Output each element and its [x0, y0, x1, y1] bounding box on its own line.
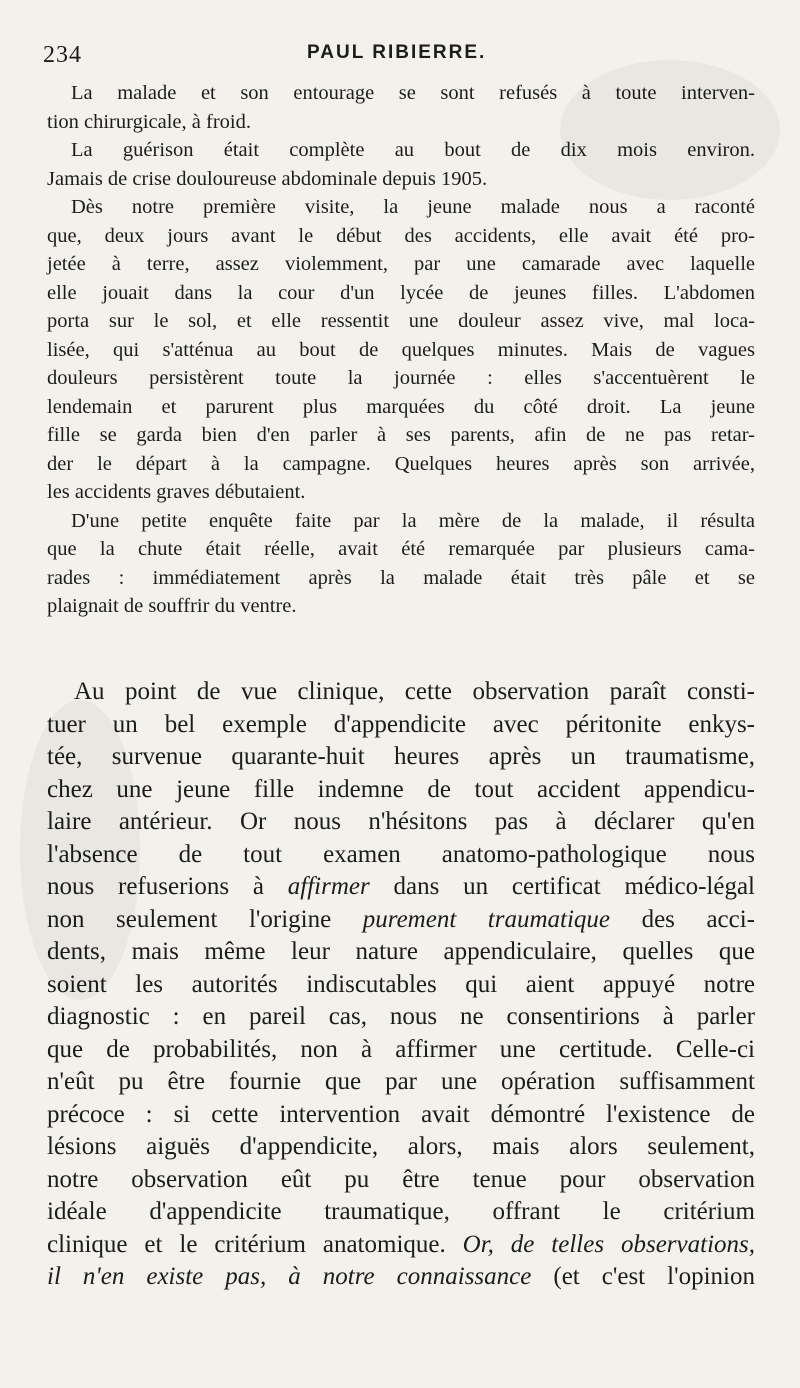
text-run: dans un certificat médico-légal	[369, 873, 755, 900]
text-line: que de probabilités, non à affirmer une certitude. Celle-ci	[47, 1035, 755, 1063]
italic-run: il n'en existe pas, à notre connaissance	[47, 1263, 532, 1290]
text-line: lisée, qui s'atténua au bout de quelques minutes. Mais de vagues	[47, 338, 755, 361]
text-line: jetée à terre, assez violemment, par une camarade avec laquelle	[47, 253, 755, 275]
text-line: tion chirurgicale, à froid.	[47, 110, 251, 133]
text-line: lendemain et parurent plus marquées du côté droit. La jeune	[47, 395, 755, 418]
text-line: der le départ à la campagne. Quelques heures après son arrivée,	[47, 452, 755, 475]
text-line: plaignait de souffrir du ventre.	[47, 595, 297, 617]
text-line: l'absence de tout examen anatomo-pathologique nous	[47, 840, 755, 868]
text-line: lésions aiguës d'appendicite, alors, mais alors seulement,	[47, 1133, 755, 1160]
italic-run: Or, de telles observations,	[462, 1230, 755, 1258]
text-line: tuer un bel exemple d'appendicite avec péritonite enkys-	[47, 710, 755, 738]
main-text-section	[47, 676, 755, 1294]
text-line: les accidents graves débutaient.	[47, 481, 306, 503]
text-line: dents, mais même leur nature appendiculaire, quelles que	[47, 938, 755, 965]
italic-run: purement traumatique	[362, 905, 611, 933]
text-line	[47, 1229, 755, 1262]
text-line: Au point de vue clinique, cette observation paraît consti-	[74, 678, 755, 705]
running-title: PAUL RIBIERRE.	[307, 42, 487, 63]
text-run: nous refuserions à	[47, 873, 288, 900]
text-line: La malade et son entourage se sont refusés à toute interven-	[71, 82, 755, 104]
text-line: idéale d'appendicite traumatique, offrant le critérium	[47, 1198, 755, 1225]
text-line: chez une jeune fille indemne de tout accident appendicu-	[47, 775, 755, 803]
text-line: que la chute était réelle, avait été remarquée par plusieurs cama-	[47, 538, 755, 560]
running-head	[0, 36, 800, 70]
text-line: tée, survenue quarante-huit heures après un traumatisme,	[47, 743, 755, 770]
text-run: des acci-	[610, 905, 756, 933]
text-line: porta sur le sol, et elle ressentit une douleur assez vive, mal loca-	[47, 310, 755, 332]
text-line: elle jouait dans la cour d'un lycée de jeunes filles. L'abdomen	[47, 281, 755, 304]
text-line: que, deux jours avant le début des accidents, elle avait été pro-	[47, 224, 755, 247]
text-line: Jamais de crise douloureuse abdominale depuis 1905.	[47, 167, 488, 190]
text-line	[47, 1261, 755, 1294]
text-line: laire antérieur. Or nous n'hésitons pas à déclarer qu'en	[47, 808, 755, 835]
text-run: non seulement l'origine	[47, 905, 363, 933]
text-line: Dès notre première visite, la jeune malade nous a raconté	[71, 196, 755, 218]
text-line: précoce : si cette intervention avait démontré l'existence de	[47, 1100, 755, 1128]
small-print-section	[47, 79, 755, 621]
text-line: douleurs persistèrent toute la journée : elles s'accentuèrent le	[47, 367, 755, 389]
text-line: notre observation eût pu être tenue pour observation	[47, 1165, 755, 1193]
text-run: clinique et le critérium anatomique.	[47, 1230, 463, 1258]
text-run: (et c'est l'opinion	[531, 1263, 755, 1290]
text-line	[47, 904, 755, 937]
text-line	[47, 871, 755, 904]
paragraph	[47, 507, 755, 621]
text-line: diagnostic : en pareil cas, nous ne consentirions à parler	[47, 1003, 755, 1030]
text-line: D'une petite enquête faite par la mère de la malade, il résulta	[71, 509, 755, 532]
text-line: rades : immédiatement après la malade était très pâle et se	[47, 566, 755, 589]
italic-run: affirmer	[287, 873, 370, 900]
text-line: La guérison était complète au bout de dix mois environ.	[71, 139, 755, 161]
page-number: 234	[43, 42, 82, 68]
paragraph	[47, 79, 755, 136]
text-line: soient les autorités indiscutables qui aient appuyé notre	[47, 970, 755, 998]
text-line: n'eût pu être fournie que par une opération suffisamment	[47, 1068, 755, 1095]
paragraph	[47, 193, 755, 507]
paragraph	[47, 136, 755, 193]
text-line: fille se garda bien d'en parler à ses parents, afin de ne pas retar-	[47, 424, 755, 446]
